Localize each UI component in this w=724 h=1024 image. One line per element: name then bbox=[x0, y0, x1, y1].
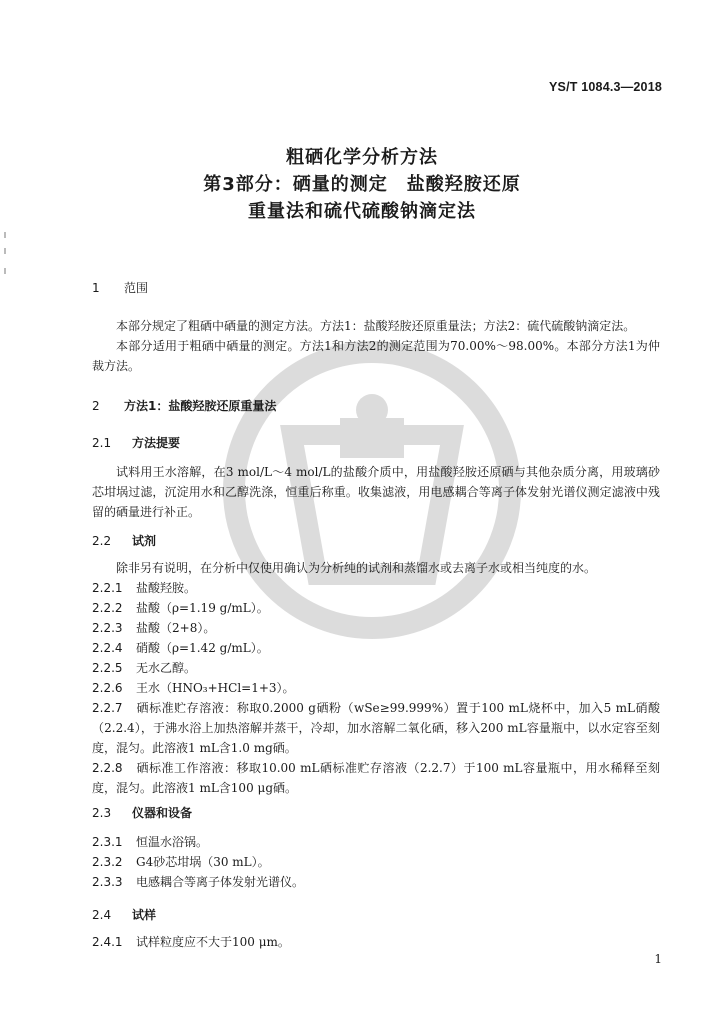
section-2-1-heading bbox=[92, 434, 180, 451]
page-number: 1 bbox=[654, 952, 662, 966]
section-2-2-heading bbox=[92, 532, 156, 549]
item-text: 硝酸（ρ=1.42 g/mL）。 bbox=[136, 641, 269, 655]
item-text: G4砂芯坩埚（30 mL）。 bbox=[136, 855, 270, 869]
sample-item bbox=[92, 932, 660, 952]
section-2-2-paragraph: 除非另有说明，在分析中仅使用确认为分析纯的试剂和蒸馏水或去离子水或相当纯度的水。 bbox=[116, 561, 597, 575]
section-number: 2 bbox=[92, 399, 100, 413]
item-text: 电感耦合等离子体发射光谱仪。 bbox=[136, 875, 305, 889]
section-title: 试样 bbox=[132, 908, 157, 922]
margin-mark bbox=[4, 248, 6, 254]
section-2-4-heading bbox=[92, 906, 156, 923]
reagent-item bbox=[92, 578, 660, 598]
section-number: 2.1 bbox=[92, 436, 112, 450]
item-number: 2.2.4 bbox=[92, 641, 123, 655]
section-title: 方法1：盐酸羟胺还原重量法 bbox=[124, 399, 277, 413]
item-number: 2.4.1 bbox=[92, 935, 123, 949]
item-text: 无水乙醇。 bbox=[136, 661, 197, 675]
section-title: 范围 bbox=[124, 281, 149, 295]
reagent-item bbox=[92, 598, 660, 618]
section-number: 2.4 bbox=[92, 908, 112, 922]
standard-code: YS/T 1084.3—2018 bbox=[549, 80, 662, 94]
reagent-item bbox=[92, 678, 660, 698]
document-title bbox=[0, 144, 724, 225]
item-number: 2.2.7 bbox=[92, 701, 123, 715]
item-text: 恒温水浴锅。 bbox=[136, 835, 209, 849]
section-2-heading bbox=[92, 397, 276, 414]
reagent-item bbox=[92, 758, 660, 798]
title-line-2: 第3部分：硒量的测定 盐酸羟胺还原 bbox=[203, 174, 521, 195]
section-title: 方法提要 bbox=[132, 436, 181, 450]
item-number: 2.3.1 bbox=[92, 835, 123, 849]
section-number: 2.3 bbox=[92, 806, 112, 820]
margin-mark bbox=[4, 232, 6, 238]
item-number: 2.2.5 bbox=[92, 661, 123, 675]
reagent-item bbox=[92, 658, 660, 678]
equipment-item bbox=[92, 832, 660, 852]
margin-mark bbox=[4, 268, 6, 274]
equipment-item bbox=[92, 872, 660, 892]
item-number: 2.2.6 bbox=[92, 681, 123, 695]
item-text: 盐酸（ρ=1.19 g/mL）。 bbox=[136, 601, 269, 615]
section-title: 试剂 bbox=[132, 534, 157, 548]
section-2-1-paragraph: 试料用王水溶解，在3 mol/L～4 mol/L的盐酸介质中，用盐酸羟胺还原硒与其他杂质分离，用玻璃砂芯坩埚过滤，沉淀用水和乙醇洗涤，恒重后称重。收集滤液，用电感耦合等离子体发射光谱仪测定滤液中残留的硒量进行补正。 bbox=[92, 465, 660, 519]
item-text: 盐酸羟胺。 bbox=[136, 581, 197, 595]
section-title: 仪器和设备 bbox=[132, 806, 193, 820]
section-2-3-heading bbox=[92, 804, 192, 821]
item-number: 2.3.2 bbox=[92, 855, 123, 869]
section-number: 2.2 bbox=[92, 534, 112, 548]
section-1-paragraph-1: 本部分规定了粗硒中硒量的测定方法。方法1：盐酸羟胺还原重量法；方法2：硫代硫酸钠滴定法。 bbox=[116, 319, 636, 333]
reagent-item bbox=[92, 698, 660, 758]
title-line-1: 粗硒化学分析方法 bbox=[286, 147, 438, 168]
item-number: 2.3.3 bbox=[92, 875, 123, 889]
reagent-item bbox=[92, 638, 660, 658]
item-text: 硒标准贮存溶液：称取0.2000 g硒粉（wSe≥99.999%）置于100 mL烧杯中，加入5 mL硝酸（2.2.4），于沸水浴上加热溶解并蒸干，冷却，加水溶解二氧化硒，移入200 mL容量瓶中，以水定容至刻度，混匀。此溶液1 mL含1.0 mg硒。 bbox=[92, 701, 660, 755]
item-text: 试样粒度应不大于100 μm。 bbox=[136, 935, 290, 949]
item-number: 2.2.8 bbox=[92, 761, 123, 775]
section-1-heading bbox=[92, 279, 148, 296]
item-number: 2.2.1 bbox=[92, 581, 123, 595]
title-line-3: 重量法和硫代硫酸钠滴定法 bbox=[248, 201, 476, 222]
item-text: 硒标准工作溶液：移取10.00 mL硒标准贮存溶液（2.2.7）于100 mL容量瓶中，用水稀释至刻度，混匀。此溶液1 mL含100 μg硒。 bbox=[92, 761, 660, 795]
equipment-item bbox=[92, 852, 660, 872]
item-text: 王水（HNO₃+HCl=1+3）。 bbox=[136, 681, 295, 695]
reagent-item bbox=[92, 618, 660, 638]
section-number: 1 bbox=[92, 281, 100, 295]
item-text: 盐酸（2+8）。 bbox=[136, 621, 216, 635]
item-number: 2.2.3 bbox=[92, 621, 123, 635]
section-1-paragraph-2: 本部分适用于粗硒中硒量的测定。方法1和方法2的测定范围为70.00%～98.00%。本部分方法1为仲裁方法。 bbox=[92, 339, 660, 373]
item-number: 2.2.2 bbox=[92, 601, 123, 615]
